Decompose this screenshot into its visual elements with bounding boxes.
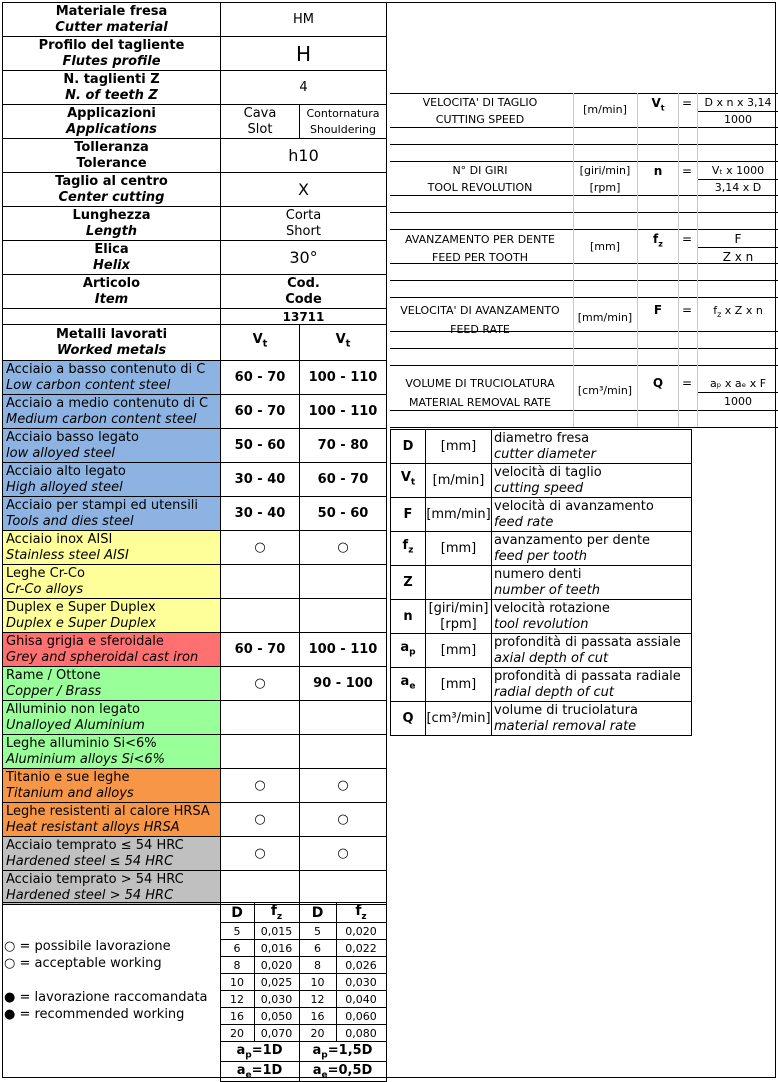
feed-row — [2, 974, 386, 991]
vt-shoulder-value — [300, 599, 387, 633]
value-slot: Cava Slot — [221, 105, 300, 139]
note-recommended-en: ● = recommended working — [4, 1007, 185, 1022]
feed-d1: 12 — [220, 991, 254, 1008]
vt-shoulder-value: ○ — [300, 837, 387, 871]
formula-f-en: FEED RATE — [450, 323, 510, 336]
vt-slot-value: ○ — [221, 803, 300, 837]
row-item — [3, 275, 387, 309]
material-row — [3, 769, 387, 803]
material-name: Acciaio a basso contenuto di C Low carbon content steel — [3, 361, 221, 395]
formula-vt-it: VELOCITA' DI TAGLIO — [422, 96, 538, 109]
formula-vt-numerator: D x n x 3,14 — [704, 96, 772, 109]
feed-fz2: 0,026 — [336, 957, 386, 974]
feed-header-fz1: $f_z$ — [254, 903, 299, 923]
formula-vt-denominator: 1000 — [724, 113, 752, 126]
legend-symbol: $a_e$ — [391, 668, 426, 702]
formula-vt-en: CUTTING SPEED — [435, 113, 525, 126]
feed-fz1: 0,030 — [254, 991, 299, 1008]
vt-shoulder-value: 50 - 60 — [300, 497, 387, 531]
material-name: Acciaio alto legato High alloyed steel — [3, 463, 221, 497]
label-length: Lunghezza Length — [3, 207, 221, 241]
material-name: Duplex e Super Duplex Duplex e Super Duplex — [3, 599, 221, 633]
vt-shoulder-value: 100 - 110 — [300, 395, 387, 429]
legend-description: velocità di avanzamento feed rate — [492, 498, 692, 532]
feed-d1: 5 — [220, 923, 254, 940]
material-row — [3, 395, 387, 429]
row-length — [3, 207, 387, 241]
header-vt-shoulder: $V_t$ — [300, 325, 387, 361]
feed-fz1: 0,050 — [254, 1008, 299, 1025]
formula-q-en: MATERIAL REMOVAL RATE — [409, 396, 551, 409]
formula-vt-symbol: $V_t$ — [651, 96, 665, 113]
formula-q-it: VOLUME DI TRUCIOLATURA — [405, 377, 555, 390]
feed-fz2: 0,020 — [336, 923, 386, 940]
vt-slot-value: 60 - 70 — [221, 633, 300, 667]
vt-slot-value — [221, 565, 300, 599]
feed-d1: 20 — [220, 1025, 254, 1042]
feed-row — [2, 923, 386, 940]
formula-n-unit1: [giri/min] — [579, 164, 631, 177]
material-row — [3, 701, 387, 735]
value-center: X — [221, 173, 387, 207]
formula-fz-unit: [mm] — [589, 240, 620, 253]
ap-shoulder: $a_p=1,5D$ — [299, 1042, 386, 1062]
formula-q-denominator: 1000 — [724, 395, 752, 408]
legend-symbol: n — [391, 600, 426, 634]
row-teeth — [3, 71, 387, 105]
value-material: HM — [221, 3, 387, 37]
feed-fz1: 0,025 — [254, 974, 299, 991]
vt-shoulder-value: 90 - 100 — [300, 667, 387, 701]
label-item: Articolo Item — [3, 275, 221, 309]
row-helix — [3, 241, 387, 275]
material-name: Ghisa grigia e sferoidale Grey and spheroidal cast iron — [3, 633, 221, 667]
feed-d1: 6 — [220, 940, 254, 957]
label-teeth: N. taglienti Z N. of teeth Z — [3, 71, 221, 105]
formula-n-it: N° DI GIRI — [452, 164, 508, 177]
material-name: Acciaio basso legato low alloyed steel — [3, 429, 221, 463]
feed-fz2: 0,080 — [336, 1025, 386, 1042]
material-row — [3, 497, 387, 531]
vt-slot-value: 60 - 70 — [221, 395, 300, 429]
material-name: Acciaio per stampi ed utensili Tools and dies steel — [3, 497, 221, 531]
material-row — [3, 837, 387, 871]
material-row — [3, 565, 387, 599]
vt-shoulder-value: ○ — [300, 531, 387, 565]
material-row — [3, 463, 387, 497]
ae-shoulder: $a_e=0,5D$ — [299, 1062, 386, 1082]
material-row — [3, 871, 387, 905]
material-name: Leghe alluminio Si<6% Aluminium alloys Si<6% — [3, 735, 221, 769]
row-tolerance — [3, 139, 387, 173]
material-row — [3, 429, 387, 463]
value-shouldering: Contornatura Shouldering — [300, 105, 387, 139]
legend-row — [391, 702, 692, 736]
formula-f-expression: $f_z$ x Z x n — [713, 304, 763, 320]
vt-slot-value — [221, 599, 300, 633]
legend-unit: [giri/min] [rpm] — [426, 600, 492, 634]
material-name: Alluminio non legato Unalloyed Aluminium — [3, 701, 221, 735]
vt-shoulder-value: ○ — [300, 769, 387, 803]
feed-fz1: 0,016 — [254, 940, 299, 957]
material-name: Rame / Ottone Copper / Brass — [3, 667, 221, 701]
vt-slot-value: ○ — [221, 667, 300, 701]
vt-slot-value: ○ — [221, 531, 300, 565]
legend-row — [391, 566, 692, 600]
label-center: Taglio al centro Center cutting — [3, 173, 221, 207]
legend-row — [391, 430, 692, 464]
feed-fz1: 0,020 — [254, 957, 299, 974]
formula-fz-symbol: $f_z$ — [653, 232, 663, 249]
legend-description: numero denti number of teeth — [492, 566, 692, 600]
material-row — [3, 735, 387, 769]
label-metals: Metalli lavorati Worked metals — [3, 325, 221, 361]
feed-fz2: 0,060 — [336, 1008, 386, 1025]
row-code — [3, 309, 387, 325]
legend-symbol: D — [391, 430, 426, 464]
formula-q-numerator: aₚ x aₑ x F — [709, 377, 767, 390]
material-row — [3, 531, 387, 565]
ae-slot: $a_e=1D$ — [220, 1062, 299, 1082]
ap-slot: $a_p=1D$ — [220, 1042, 299, 1062]
legend-description: diametro fresa cutter diameter — [492, 430, 692, 464]
formula-f-unit: [mm/min] — [577, 311, 633, 324]
feed-header-d2: D — [299, 903, 336, 923]
value-length: Corta Short — [221, 207, 387, 241]
feed-d2: 6 — [299, 940, 336, 957]
label-material: Materiale fresa Cutter material — [3, 3, 221, 37]
legend-unit: [mm/min] — [426, 498, 492, 532]
legend-symbol: $V_t$ — [391, 464, 426, 498]
material-row — [3, 633, 387, 667]
label-profile: Profilo del tagliente Flutes profile — [3, 37, 221, 71]
material-name: Acciaio temprato > 54 HRC Hardened steel > 54 HRC — [3, 871, 221, 905]
material-name: Acciaio inox AISI Stainless steel AISI — [3, 531, 221, 565]
vt-slot-value: ○ — [221, 837, 300, 871]
feed-d2: 8 — [299, 957, 336, 974]
vt-slot-value: ○ — [221, 769, 300, 803]
note-possible: ○ = possibile lavorazione — [4, 939, 171, 954]
formula-f-symbol: F — [653, 303, 663, 317]
value-helix: 30° — [221, 241, 387, 275]
material-row — [3, 803, 387, 837]
feed-fz2: 0,040 — [336, 991, 386, 1008]
formula-q-unit: [cm³/min] — [577, 384, 633, 397]
formula-n-unit2: [rpm] — [589, 181, 621, 194]
legend-description: profondità di passata assiale axial depth of cut — [492, 634, 692, 668]
material-name: Leghe Cr-Co Cr-Co alloys — [3, 565, 221, 599]
note-acceptable: ○ = acceptable working — [4, 956, 162, 971]
feed-header-fz2: $f_z$ — [336, 903, 386, 923]
legend-unit: [cm³/min] — [426, 702, 492, 736]
vt-slot-value: 60 - 70 — [221, 361, 300, 395]
legend-symbol: F — [391, 498, 426, 532]
row-center — [3, 173, 387, 207]
vt-shoulder-value: ○ — [300, 803, 387, 837]
legend-row — [391, 600, 692, 634]
vt-slot-value: 50 - 60 — [221, 429, 300, 463]
header-vt-slot: $V_t$ — [221, 325, 300, 361]
vt-slot-value — [221, 871, 300, 905]
formula-fz-denominator: Z x n — [722, 250, 754, 264]
legend-symbol: Q — [391, 702, 426, 736]
feed-header-d1: D — [220, 903, 254, 923]
vt-slot-value: 30 - 40 — [221, 463, 300, 497]
formula-n-en: TOOL REVOLUTION — [427, 181, 533, 194]
legend-unit — [426, 566, 492, 600]
feed-fz2: 0,030 — [336, 974, 386, 991]
feed-row — [2, 1025, 386, 1042]
legend-unit: [mm] — [426, 532, 492, 566]
row-metals-header — [3, 325, 387, 361]
row-applications — [3, 105, 387, 139]
formula-n-numerator: Vₜ x 1000 — [711, 164, 765, 177]
value-code-label: Cod. Code — [221, 275, 387, 309]
legend-symbol: Z — [391, 566, 426, 600]
material-name: Acciaio a medio contenuto di C Medium carbon content steel — [3, 395, 221, 429]
formula-n-denominator: 3,14 x D — [714, 181, 762, 194]
vt-slot-value: 30 - 40 — [221, 497, 300, 531]
vt-shoulder-value: 70 - 80 — [300, 429, 387, 463]
label-tolerance: Tolleranza Tolerance — [3, 139, 221, 173]
vt-shoulder-value — [300, 871, 387, 905]
value-teeth: 4 — [221, 71, 387, 105]
row-profile — [3, 37, 387, 71]
legend-row — [391, 668, 692, 702]
formula-fz-numerator: F — [734, 232, 742, 246]
legend-row — [391, 532, 692, 566]
material-name: Titanio e sue leghe Titanium and alloys — [3, 769, 221, 803]
legend-symbol: $f_z$ — [391, 532, 426, 566]
material-name: Leghe resistenti al calore HRSA Heat resistant alloys HRSA — [3, 803, 221, 837]
feed-d2: 10 — [299, 974, 336, 991]
feed-d2: 20 — [299, 1025, 336, 1042]
label-helix: Elica Helix — [3, 241, 221, 275]
legend-symbol: $a_p$ — [391, 634, 426, 668]
legend-description: volume di truciolatura material removal rate — [492, 702, 692, 736]
legend-row — [391, 498, 692, 532]
tool-spec-table — [2, 2, 387, 905]
blank-cell — [2, 903, 220, 923]
value-profile: H — [221, 37, 387, 71]
vt-shoulder-value — [300, 735, 387, 769]
formula-vt-unit: [m/min] — [583, 103, 627, 116]
feed-d2: 12 — [299, 991, 336, 1008]
legend-description: avanzamento per dente feed per tooth — [492, 532, 692, 566]
symbol-legend — [390, 429, 692, 736]
vt-shoulder-value: 100 - 110 — [300, 361, 387, 395]
material-name: Acciaio temprato ≤ 54 HRC Hardened steel ≤ 54 HRC — [3, 837, 221, 871]
feed-fz1: 0,015 — [254, 923, 299, 940]
feed-d1: 8 — [220, 957, 254, 974]
legend-unit: [mm] — [426, 668, 492, 702]
legend-row — [391, 464, 692, 498]
legend-description: velocità rotazione tool revolution — [492, 600, 692, 634]
legend-description: profondità di passata radiale radial depth of cut — [492, 668, 692, 702]
formula-fz-it: AVANZAMENTO PER DENTE — [404, 233, 556, 246]
legend-description: velocità di taglio cutting speed — [492, 464, 692, 498]
legend-unit: [m/min] — [426, 464, 492, 498]
vt-shoulder-value: 100 - 110 — [300, 633, 387, 667]
vt-slot-value — [221, 701, 300, 735]
note-recommended-it: ● = lavorazione raccomandata — [4, 990, 208, 1005]
feed-d2: 16 — [299, 1008, 336, 1025]
row-material — [3, 3, 387, 37]
legend-unit: [mm] — [426, 430, 492, 464]
vt-slot-value — [221, 735, 300, 769]
material-row — [3, 667, 387, 701]
formula-n-symbol: n — [653, 164, 663, 178]
legend-row — [391, 634, 692, 668]
value-tolerance: h10 — [221, 139, 387, 173]
formula-f-it: VELOCITA' DI AVANZAMENTO — [400, 304, 560, 317]
feed-d1: 10 — [220, 974, 254, 991]
label-applications: Applicazioni Applications — [3, 105, 221, 139]
material-row — [3, 361, 387, 395]
feed-fz1: 0,070 — [254, 1025, 299, 1042]
value-code: 13711 — [221, 309, 387, 325]
feed-d1: 16 — [220, 1008, 254, 1025]
material-row — [3, 599, 387, 633]
formula-q-symbol: Q — [652, 376, 664, 390]
spacer-cell — [3, 309, 221, 325]
vt-shoulder-value: 60 - 70 — [300, 463, 387, 497]
feed-fz2: 0,022 — [336, 940, 386, 957]
vt-shoulder-value — [300, 565, 387, 599]
legend-unit: [mm] — [426, 634, 492, 668]
formula-fz-en: FEED PER TOOTH — [432, 251, 528, 264]
vt-shoulder-value — [300, 701, 387, 735]
feed-d2: 5 — [299, 923, 336, 940]
